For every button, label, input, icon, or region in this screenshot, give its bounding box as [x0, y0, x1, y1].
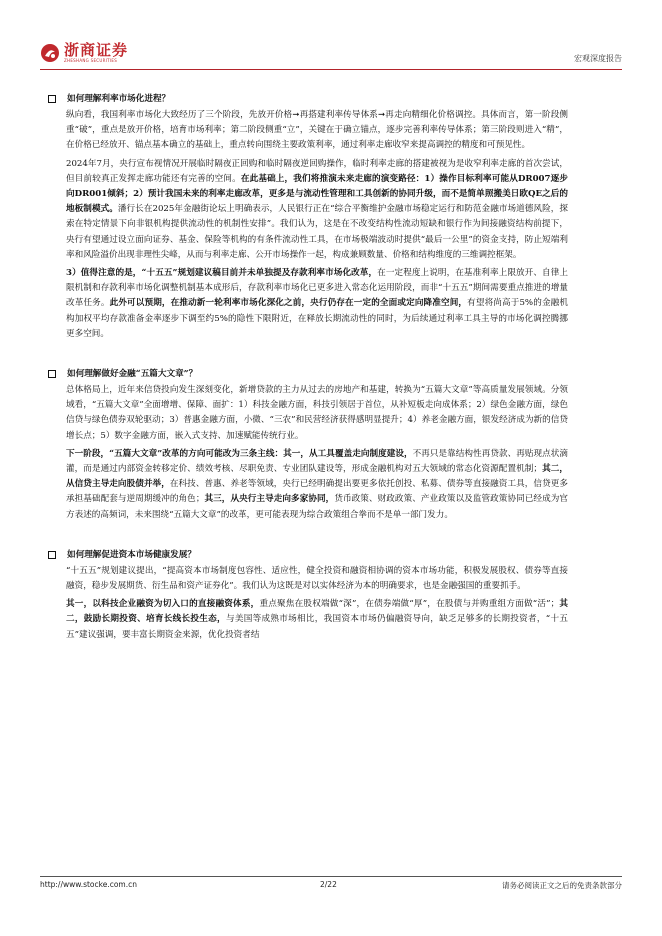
- question-title: 如何理解做好金融“五篇大文章”？: [67, 369, 198, 380]
- footer-divider: [40, 876, 622, 877]
- question-section: [40, 549, 622, 643]
- body-paragraph: [66, 597, 568, 643]
- company-logo: [40, 42, 128, 64]
- body-text: “十五五”规划建议提出，“提高资本市场制度包容性、适应性，健全投资和融资相协调的资本市场功能，积极发展股权、债券等直接融资，稳步发展期货、衍生品和资产证券化”。我们认为这既是对以实体经济为本的明确要求，也是金融强国的重要抓手。: [66, 565, 568, 592]
- emphasis-text: 此外可以预期，在推动新一轮利率市场化深化之前，央行仍存在一定的全面或定向降准空间，: [109, 298, 468, 309]
- body-text: 在科技、普惠、养老等领域，央行已经明确提出要更多依托创投、私募、债券等直接融资工具，信贷更多承担基础配套与逆周期缓冲的角色；: [66, 479, 568, 505]
- section-spacer: [40, 523, 622, 549]
- emphasis-text: 下一阶段，“五篇大文章”改革的方向可能改为三条主线：其一，从工具覆盖走向制度建设，: [66, 448, 413, 459]
- emphasis-text: 其二，鼓励长期投资、培育长线长投生态，: [66, 599, 568, 625]
- question-heading: [40, 368, 622, 382]
- section-spacer: [40, 342, 622, 368]
- body-text: 潘行长在2025年金融街论坛上明确表示，人民银行正在“综合平衡维护金融市场稳定运行和防范金融市场道德风险，探索在特定情景下向非银机构提供流动性的机制性安排”。我们认为，这是在不改变结构性流动短缺和银行作为间接融资结构前提下，央行有望通过设立面向证券、基金、保险等机构的有条件流动性工具，在市场极端波动时提供“最后一公里”的资金支持，防止短端利率和风险溢价出现非理性尖峰，从而与利率走廊、公开市场操作一起，构成兼顾数量、价格和结构维度的三维调控框架。: [66, 204, 568, 260]
- body-paragraph: [66, 157, 568, 263]
- question-heading: [40, 93, 622, 107]
- checkbox-bullet-icon: [48, 551, 56, 559]
- body-text: 与美国等成熟市场相比，我国资本市场仍偏融资导向，缺乏足够多的长期投资者，“十五五”建议强调，要丰富长期资金来源，优化投资者结: [66, 614, 568, 640]
- body-text: 有望将尚高于5%的金融机构加权平均存款准备金率逐步下调至约5%的隐性下限附近，在释放长期流动性的同时，为后续通过利率工具主导的市场化调控腾挪更多空间。: [66, 298, 568, 339]
- emphasis-text: 在此基础上，我们将推演未来走廊的演变路径：1）操作目标利率可能从DR007逐步向DR001倾斜；2）预计我国未来的利率走廊改革，更多是与流动性管理和工具创新的协同升级，而不是简单照搬美日欧QE之后的地板制模式。: [66, 173, 568, 215]
- footer-url-link[interactable]: http://www.stocke.com.cn: [40, 880, 137, 889]
- body-text: 纵向看，我国利率市场化大致经历了三个阶段，先放开价格➞再搭建利率传导体系➞再走向精细化价格调控。具体而言，第一阶段侧重“破”，重点是放开价格，培育市场利率；第二阶段侧重“立”，关键在于确立锚点，逐步完善利率传导体系；第三阶段则进入“精”，在价格已经放开、锚点基本确立的基础上，重点转向围绕主要政策利率，通过利率走廊收窄来提高调控的精度和可预见性。: [66, 110, 568, 151]
- logo-english-name: ZHESHANG SECURITIES: [64, 58, 118, 63]
- question-title: 如何理解利率市场化进程？: [67, 94, 171, 104]
- body-text: 总体格局上，近年来信贷投向发生深刻变化，新增贷款的主力从过去的房地产和基建，转换为“五篇大文章”等高质量发展领域。分领域看，“五篇大文章”全面增增、保障、面扩：1）科技金融方面，科技引领居于首位，从补短板走向成体系；2）绿色金融方面，绿色信贷与绿色债券双轮驱动；3）普惠金融方面，小微、“三农”和民营经济获得感明显提升；4）养老金融方面，银发经济成为新的信贷增长点；5）数字金融方面，嵌入式支持、加速赋能传统行业。: [66, 385, 568, 441]
- logo-icon: [40, 43, 60, 63]
- emphasis-text: 其二，从信贷主导走向股债并举，: [66, 464, 568, 490]
- body-text: 在一定程度上说明，在基准利率上限放开、自律上限机制和存款利率市场化调整机制基本成形后，存款利率市场化已更多进入常态化运用阶段，而非“十五五”期间需要重点推进的增量改革任务。: [66, 268, 568, 309]
- body-paragraph: [66, 108, 568, 154]
- emphasis-text: 3）值得注意的是，“十五五”规划建议稿目前并未单独提及存款利率市场化改革，: [66, 268, 378, 279]
- checkbox-bullet-icon: [48, 370, 56, 378]
- body-text: 重点聚焦在股权端做“深”，在债券端做“厚”，在股债与并购重组方面做“活”；: [259, 599, 560, 610]
- report-type-label: 宏观深度报告: [574, 54, 622, 63]
- question-section: [40, 93, 622, 342]
- body-paragraph: [66, 564, 568, 594]
- disclaimer-note: 请务必阅读正文之后的免责条款部分: [502, 881, 622, 890]
- page-header: [40, 36, 622, 72]
- question-heading: [40, 549, 622, 563]
- logo-chinese-name: 浙商证券: [64, 41, 129, 59]
- page-number: 2/22: [320, 880, 337, 889]
- emphasis-text: 其一，以科技企业融资为切入口的直接融资体系，: [66, 599, 260, 610]
- question-section: [40, 368, 622, 523]
- body-text: 2024年7月，央行宣布视情况开展临时隔夜正回购和临时隔夜逆回购操作，临时利率走廊的搭建被视为是收窄利率走廊的首次尝试，但目前较真正发挥走廊功能还有完善的空间。: [66, 158, 568, 184]
- header-divider: [40, 69, 622, 70]
- page-footer: [40, 880, 622, 892]
- report-body: [40, 93, 622, 643]
- body-paragraph: [66, 383, 568, 444]
- emphasis-text: 其三，从央行主导走向多家协同，: [204, 494, 335, 505]
- body-paragraph: [66, 447, 568, 523]
- body-text: 货币政策、财政政策、产业政策以及监管政策协同已经成为官方表述的高频词，未来围绕“五篇大文章”的改革，更可能表现为综合政策组合拳而不是单一部门发力。: [66, 494, 568, 520]
- question-title: 如何理解促进资本市场健康发展？: [67, 549, 196, 560]
- checkbox-bullet-icon: [48, 95, 56, 103]
- body-text: 不再只是靠结构性再贷款、再贴现点状滴灌，而是通过内部资金转移定价、绩效考核、尽职免责、专业团队建设等，形成金融机构对五大领域的常态化资源配置机制；: [66, 448, 568, 475]
- body-paragraph: [66, 266, 568, 342]
